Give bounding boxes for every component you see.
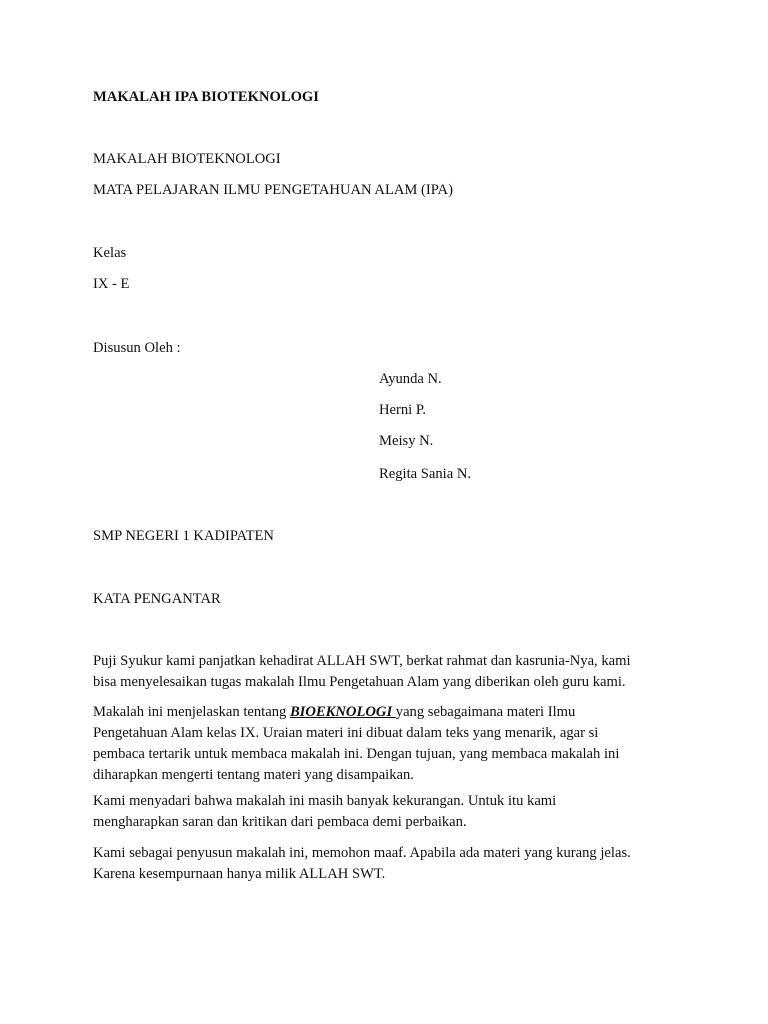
paragraph-line: Puji Syukur kami panjatkan kehadirat ALLAH SWT, berkat rahmat dan kasrunia-Nya, kami — [93, 653, 631, 669]
paragraph-1 — [93, 651, 683, 693]
paragraph-line: Karena kesempurnaan hanya milik ALLAH SWT. — [93, 866, 386, 882]
document-title: MAKALAH IPA BIOTEKNOLOGI — [93, 89, 319, 105]
document-subtitle: MAKALAH BIOTEKNOLOGI — [93, 151, 281, 167]
section-heading: KATA PENGANTAR — [93, 591, 221, 607]
class-label: Kelas — [93, 245, 127, 261]
author-name: Meisy N. — [379, 433, 434, 449]
paragraph-line: Kami sebagai penyusun makalah ini, memohon maaf. Apabila ada materi yang kurang jelas. — [93, 845, 631, 861]
paragraph-line: mengharapkan saran dan kritikan dari pembaca demi perbaikan. — [93, 814, 467, 830]
paragraph-line: Pengetahuan Alam kelas IX. Uraian materi ini dibuat dalam teks yang menarik, agar si — [93, 725, 599, 741]
school-name: SMP NEGERI 1 KADIPATEN — [93, 528, 274, 544]
author-name: Regita Sania N. — [379, 466, 472, 482]
paragraph-text: Makalah ini menjelaskan tentang — [93, 704, 290, 720]
class-value: IX - E — [93, 276, 130, 292]
author-name: Ayunda N. — [379, 371, 442, 387]
paragraph-text: yang sebagaimana materi Ilmu — [395, 704, 576, 720]
paragraph-line: bisa menyelesaikan tugas makalah Ilmu Pengetahuan Alam yang diberikan oleh guru kami. — [93, 674, 626, 690]
paragraph-line: pembaca tertarik untuk membaca makalah ini. Dengan tujuan, yang membaca makalah ini — [93, 746, 620, 762]
paragraph-4 — [93, 843, 683, 885]
paragraph-3 — [93, 791, 683, 833]
author-name: Herni P. — [379, 402, 427, 418]
paragraph-line: Kami menyadari bahwa makalah ini masih banyak kekurangan. Untuk itu kami — [93, 793, 557, 809]
subject-line: MATA PELAJARAN ILMU PENGETAHUAN ALAM (IPA) — [93, 182, 453, 198]
emphasized-term: BIOEKNOLOGI — [289, 704, 396, 720]
paragraph-2 — [93, 702, 683, 786]
paragraph-line: diharapkan mengerti tentang materi yang disampaikan. — [93, 767, 414, 783]
paragraph-line — [93, 702, 683, 723]
authors-label: Disusun Oleh : — [93, 340, 181, 356]
